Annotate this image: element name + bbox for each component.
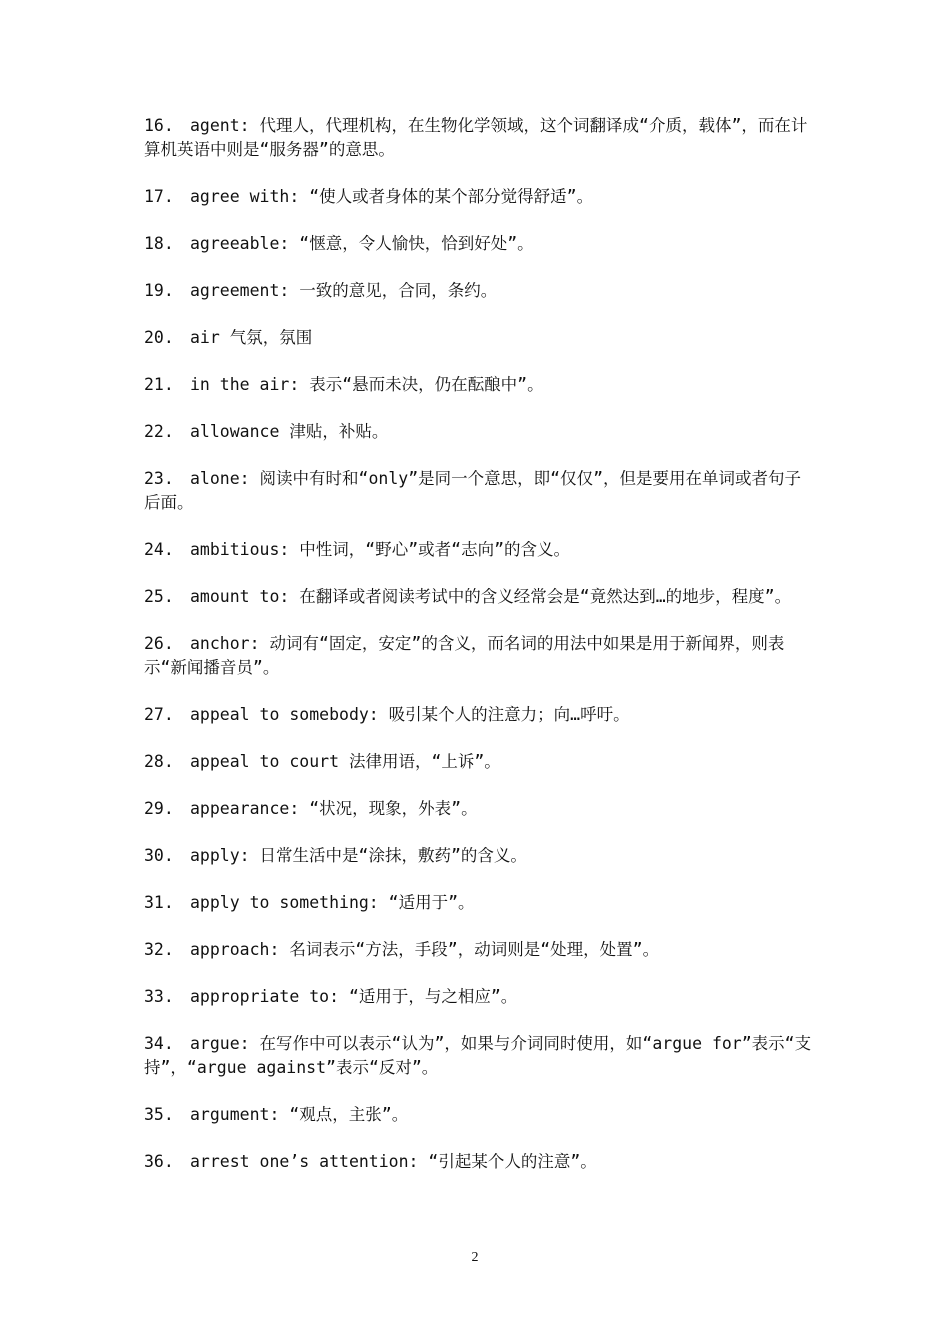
entry-number: 21. [144, 375, 174, 394]
vocab-entry [144, 326, 812, 350]
vocab-entry [144, 938, 812, 962]
vocab-entry [144, 279, 812, 303]
entry-text: approach: 名词表示“方法，手段”，动词则是“处理，处置”。 [190, 940, 660, 959]
vocab-entry [144, 844, 812, 868]
vocab-entry [144, 703, 812, 727]
vocab-entry [144, 585, 812, 609]
vocab-entry [144, 891, 812, 915]
entry-number: 36. [144, 1152, 174, 1171]
vocab-entry [144, 1032, 812, 1080]
entry-text: agreement: 一致的意见，合同，条约。 [190, 281, 498, 300]
entry-number: 22. [144, 422, 174, 441]
entry-number: 24. [144, 540, 174, 559]
entry-number: 30. [144, 846, 174, 865]
vocab-entry [144, 114, 812, 162]
entry-text: agent: 代理人，代理机构，在生物化学领域，这个词翻译成“介质，载体”，而在计算机英语中则是“服务器”的意思。 [144, 116, 808, 159]
vocab-entry [144, 185, 812, 209]
entry-text: agreeable: “惬意，令人愉快，恰到好处”。 [190, 234, 534, 253]
entry-text: allowance 津贴，补贴。 [190, 422, 389, 441]
entry-number: 29. [144, 799, 174, 818]
entry-number: 19. [144, 281, 174, 300]
entry-number: 25. [144, 587, 174, 606]
entry-text: appropriate to: “适用于，与之相应”。 [190, 987, 518, 1006]
entry-number: 32. [144, 940, 174, 959]
entry-number: 27. [144, 705, 174, 724]
entry-number: 34. [144, 1034, 174, 1053]
entry-number: 26. [144, 634, 174, 653]
entry-text: apply to something: “适用于”。 [190, 893, 475, 912]
entry-number: 33. [144, 987, 174, 1006]
entry-text: arrest one’s attention: “引起某个人的注意”。 [190, 1152, 597, 1171]
entry-text: in the air: 表示“悬而未决，仍在酝酿中”。 [190, 375, 544, 394]
vocab-entry [144, 420, 812, 444]
entry-text: ambitious: 中性词，“野心”或者“志向”的含义。 [190, 540, 571, 559]
entry-number: 35. [144, 1105, 174, 1124]
entry-number: 20. [144, 328, 174, 347]
page-number: 2 [471, 1250, 479, 1265]
entry-number: 17. [144, 187, 174, 206]
vocab-entry [144, 467, 812, 515]
entry-number: 31. [144, 893, 174, 912]
entry-number: 23. [144, 469, 174, 488]
entry-number: 28. [144, 752, 174, 771]
vocab-entry [144, 373, 812, 397]
vocab-entry [144, 1150, 812, 1174]
entry-text: agree with: “使人或者身体的某个部分觉得舒适”。 [190, 187, 594, 206]
vocab-entry [144, 750, 812, 774]
vocab-entry [144, 538, 812, 562]
entry-text: appearance: “状况，现象，外表”。 [190, 799, 478, 818]
entry-text: air 气氛，氛围 [190, 328, 313, 347]
entry-number: 16. [144, 116, 174, 135]
vocab-entry [144, 985, 812, 1009]
entry-text: argue: 在写作中可以表示“认为”，如果与介词同时使用，如“argue for”表示“支持”，“argue against”表示“反对”。 [144, 1034, 812, 1077]
vocab-entry [144, 232, 812, 256]
entry-text: appeal to court 法律用语，“上诉”。 [190, 752, 501, 771]
entry-text: alone: 阅读中有时和“only”是同一个意思，即“仅仅”，但是要用在单词或者句子后面。 [144, 469, 802, 512]
entry-text: argument: “观点，主张”。 [190, 1105, 409, 1124]
vocabulary-list [144, 114, 812, 1197]
entry-text: anchor: 动词有“固定，安定”的含义，而名词的用法中如果是用于新闻界，则表示“新闻播音员”。 [144, 634, 785, 677]
entry-text: amount to: 在翻译或者阅读考试中的含义经常会是“竟然达到…的地步，程度”。 [190, 587, 792, 606]
entry-text: appeal to somebody: 吸引某个人的注意力；向…呼吁。 [190, 705, 630, 724]
vocab-entry [144, 632, 812, 680]
entry-number: 18. [144, 234, 174, 253]
vocab-entry [144, 1103, 812, 1127]
entry-text: apply: 日常生活中是“涂抹，敷药”的含义。 [190, 846, 527, 865]
vocab-entry [144, 797, 812, 821]
